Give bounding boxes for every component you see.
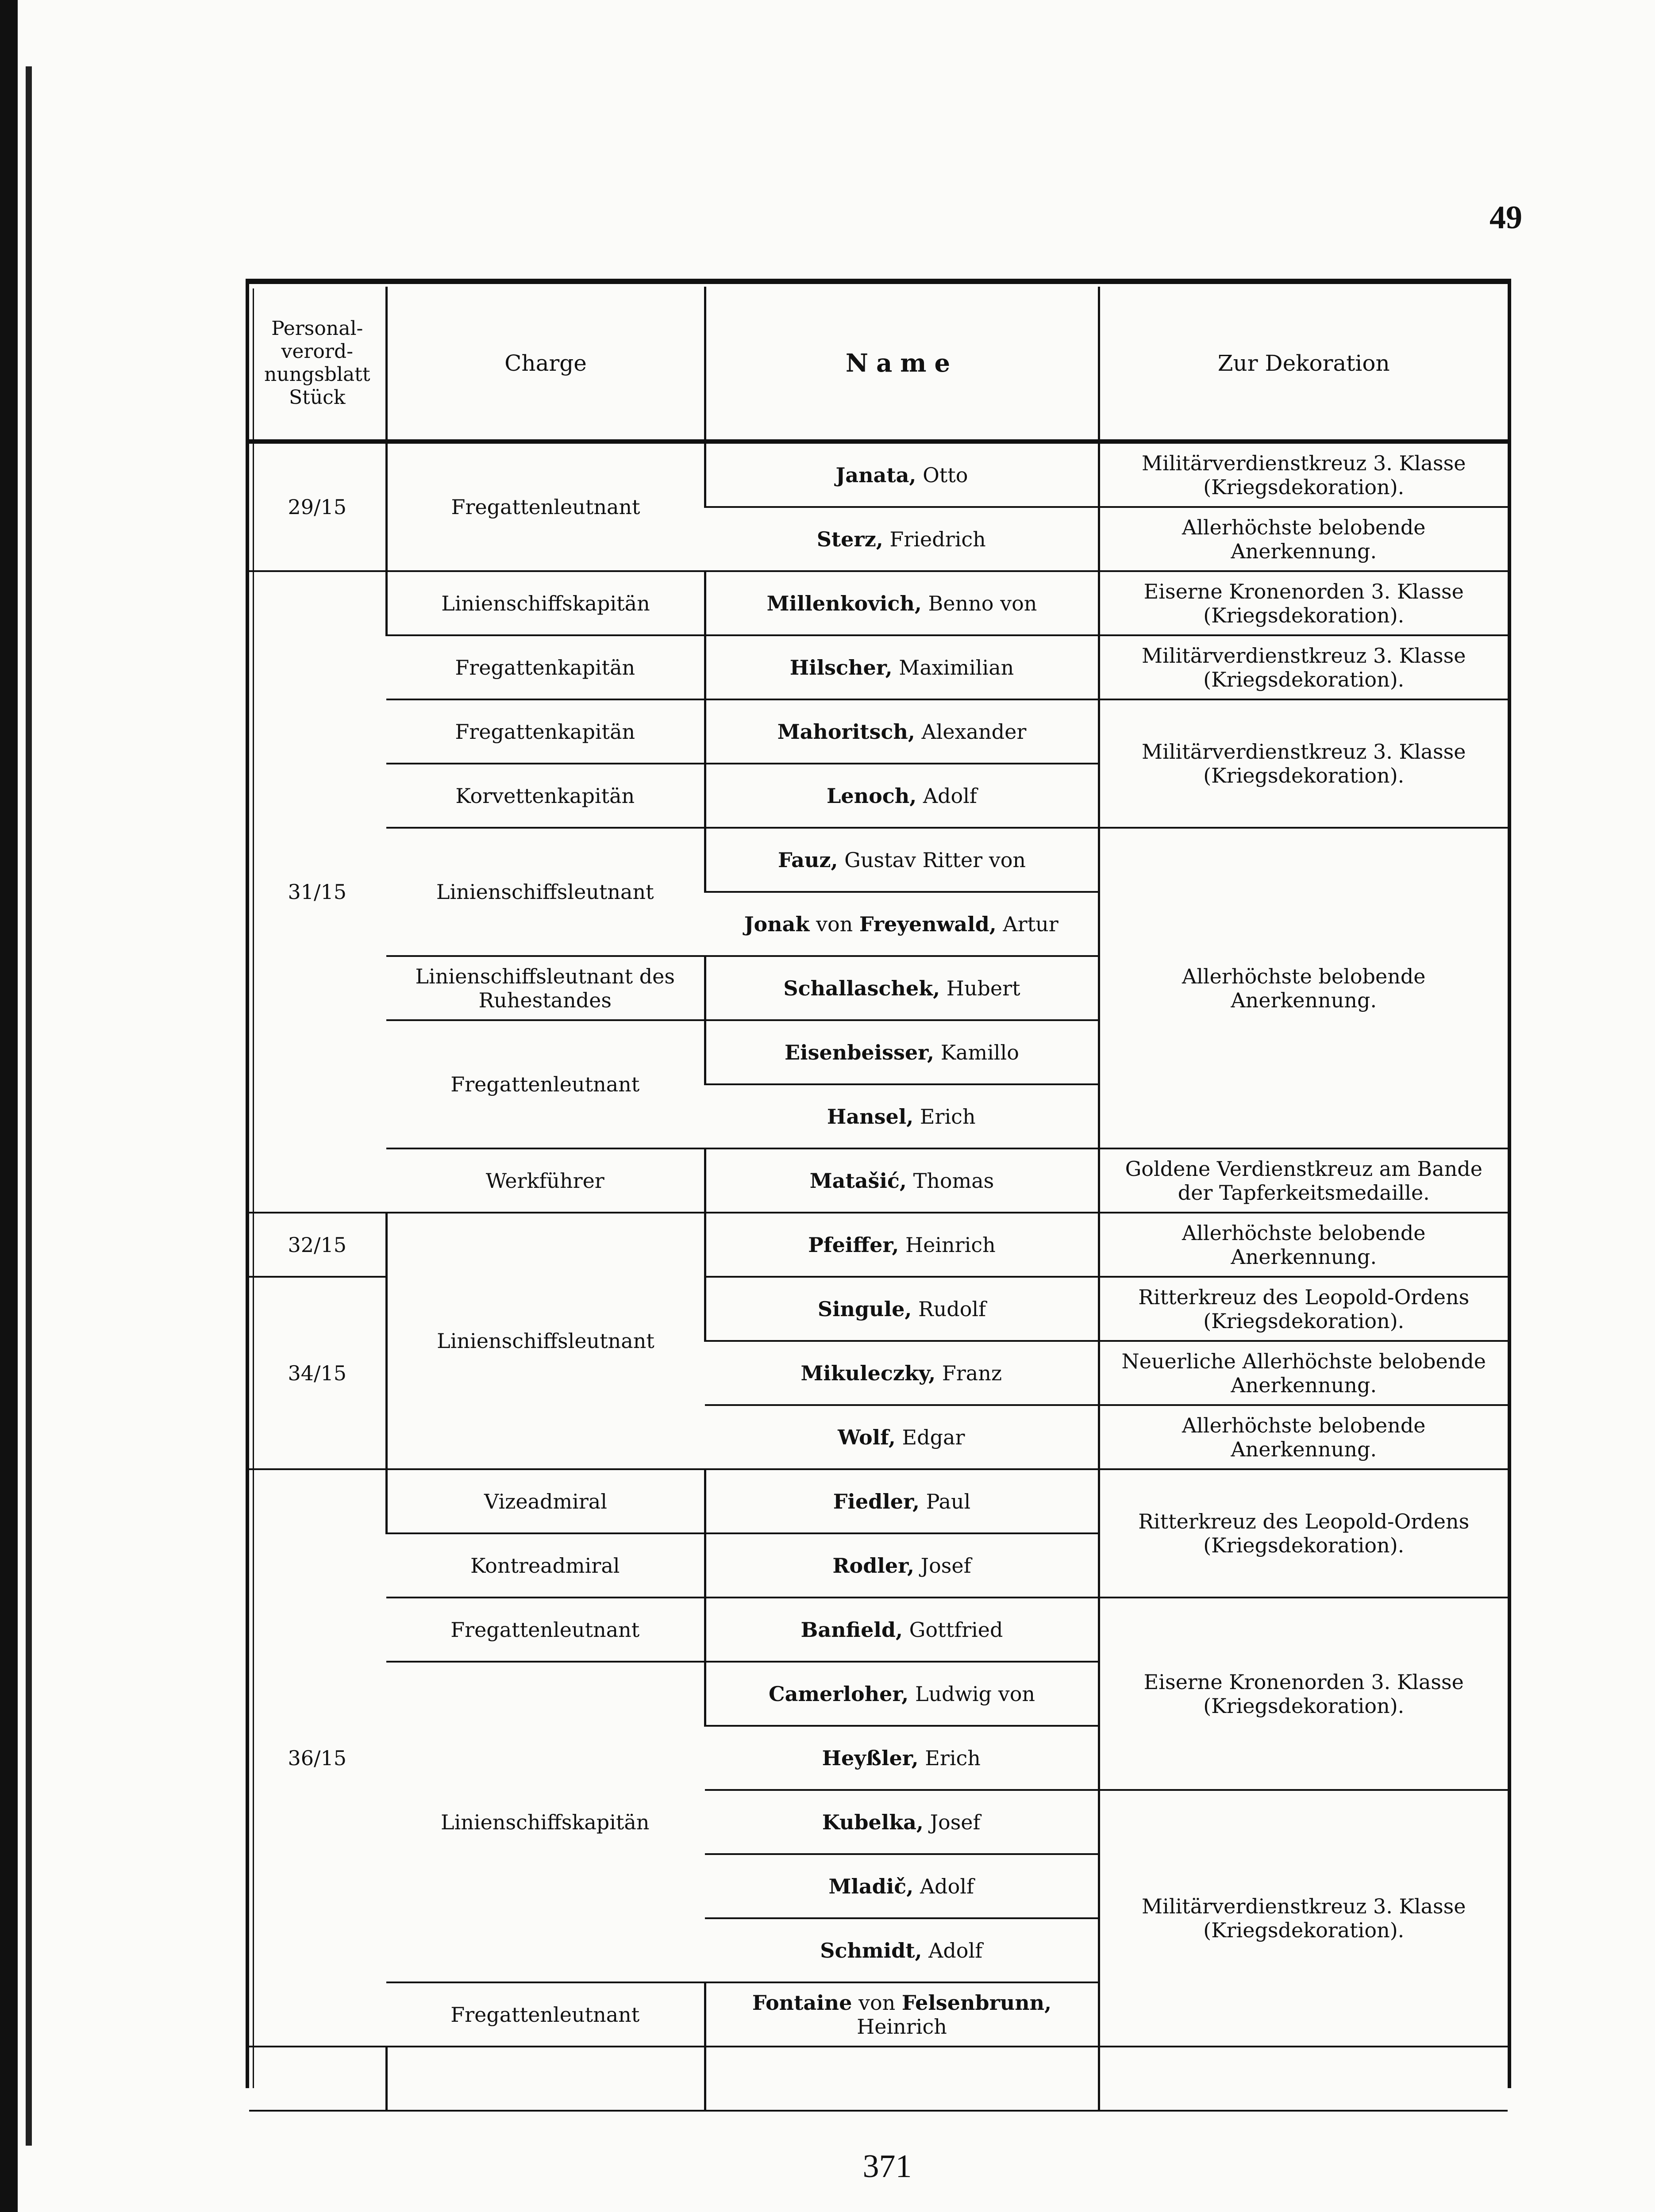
surname: Hilscher, xyxy=(789,655,893,680)
name-cell xyxy=(705,1341,1099,1405)
stueck-cell: 32/15 xyxy=(249,1213,386,1277)
name-cell xyxy=(705,892,1099,956)
given-name: Paul xyxy=(926,1489,971,1513)
stueck-cell: 29/15 xyxy=(249,442,386,571)
name-cell xyxy=(705,699,1099,764)
surname: Matašić, xyxy=(809,1168,907,1193)
surname: Schallaschek, xyxy=(783,976,940,1000)
charge-cell: Linienschiffskapitän xyxy=(386,571,705,635)
surname: Mladič, xyxy=(828,1874,914,1898)
charge-cell: Werkführer xyxy=(386,1148,705,1213)
given-name: Franz xyxy=(942,1361,1002,1385)
ledger-table xyxy=(249,287,1508,2112)
charge-cell: Linienschiffskapitän xyxy=(386,1662,705,1982)
decoration-cell: Militärverdienstkreuz 3. Klasse (Kriegsdekoration). xyxy=(1099,1790,1508,2047)
charge-cell: Fregattenleutnant xyxy=(386,442,705,571)
given-name: Gottfried xyxy=(909,1617,1003,1642)
decoration-cell: Militärverdienstkreuz 3. Klasse (Kriegsdekoration). xyxy=(1099,442,1508,507)
name-cell xyxy=(705,442,1099,507)
name-cell xyxy=(705,1469,1099,1533)
surname: Camerloher, xyxy=(768,1682,909,1706)
stueck-cell: 34/15 xyxy=(249,1277,386,1469)
ledger-table-frame xyxy=(246,279,1511,2088)
surname: Eisenbeisser, xyxy=(785,1040,935,1064)
charge-cell: Fregattenkapitän xyxy=(386,699,705,764)
given-name: Artur xyxy=(1003,912,1058,936)
table-row xyxy=(249,1213,1508,1277)
surname: Hansel, xyxy=(827,1104,914,1129)
given-name: Erich xyxy=(925,1746,981,1770)
given-name: Ludwig von xyxy=(915,1682,1035,1706)
decoration-cell: Eiserne Kronenorden 3. Klasse (Kriegsdekoration). xyxy=(1099,571,1508,635)
header-charge: Charge xyxy=(386,287,705,442)
decoration-cell: Ritterkreuz des Leopold-Ordens (Kriegsdekoration). xyxy=(1099,1277,1508,1341)
charge-cell: Linienschiffsleutnant des Ruhestandes xyxy=(386,956,705,1020)
stueck-cell: 36/15 xyxy=(249,1469,386,2047)
decoration-cell: Ritterkreuz des Leopold-Ordens (Kriegsdekoration). xyxy=(1099,1469,1508,1598)
given-name: Edgar xyxy=(902,1425,965,1449)
surname: Schmidt, xyxy=(820,1938,922,1962)
charge-cell: Fregattenkapitän xyxy=(386,635,705,699)
charge-cell: Kontreadmiral xyxy=(386,1533,705,1598)
decoration-cell: Neuerliche Allerhöchste belobende Anerkennung. xyxy=(1099,1341,1508,1405)
name-cell xyxy=(705,1918,1099,1982)
table-row xyxy=(249,699,1508,764)
given-name: Thomas xyxy=(913,1168,994,1193)
surname: Fauz, xyxy=(777,848,838,872)
surname: Sterz, xyxy=(816,527,883,551)
surname: Singule, xyxy=(817,1297,912,1321)
given-name: Adolf xyxy=(923,783,977,808)
given-name: Adolf xyxy=(920,1874,974,1898)
name-cell xyxy=(705,764,1099,828)
given-name: Heinrich xyxy=(905,1233,996,1257)
decoration-cell: Allerhöchste belobende Anerkennung. xyxy=(1099,1213,1508,1277)
name-cell xyxy=(705,1084,1099,1148)
given-name: Rudolf xyxy=(918,1297,986,1321)
surname: Fontaine xyxy=(752,1990,852,2015)
name-cell xyxy=(705,1982,1099,2047)
stueck-cell: 31/15 xyxy=(249,571,386,1213)
given-name: Gustav Ritter von xyxy=(844,848,1026,872)
given-name: Benno von xyxy=(928,591,1037,615)
surname: Wolf, xyxy=(838,1425,896,1449)
name-particle: von xyxy=(858,1990,896,2015)
surname: Lenoch, xyxy=(827,783,917,808)
given-name: Heinrich xyxy=(857,2014,947,2039)
name-cell xyxy=(705,956,1099,1020)
name-cell xyxy=(705,1405,1099,1469)
charge-cell: Linienschiffsleutnant xyxy=(386,828,705,956)
table-row xyxy=(249,442,1508,507)
given-name: Adolf xyxy=(928,1938,983,1962)
name-cell xyxy=(705,507,1099,571)
decoration-cell: Goldene Verdienstkreuz am Bande der Tapferkeitsmedaille. xyxy=(1099,1148,1508,1213)
charge-cell: Fregattenleutnant xyxy=(386,1020,705,1148)
name-cell xyxy=(705,1854,1099,1918)
name-cell xyxy=(705,828,1099,892)
name-cell xyxy=(705,1790,1099,1854)
charge-cell: Vizeadmiral xyxy=(386,1469,705,1533)
table-continuation xyxy=(249,2047,1508,2111)
given-name: Erich xyxy=(920,1104,976,1129)
header-name: Name xyxy=(705,287,1099,442)
given-name: Alexander xyxy=(921,719,1027,744)
surname: Pfeiffer, xyxy=(808,1233,899,1257)
charge-cell: Fregattenleutnant xyxy=(386,1598,705,1662)
decoration-cell: Eiserne Kronenorden 3. Klasse (Kriegsdekoration). xyxy=(1099,1598,1508,1790)
surname: Heyßler, xyxy=(822,1746,919,1770)
decoration-cell: Allerhöchste belobende Anerkennung. xyxy=(1099,1405,1508,1469)
name-cell xyxy=(705,1726,1099,1790)
table-row xyxy=(249,635,1508,699)
surname: Freyenwald, xyxy=(859,912,997,936)
name-cell xyxy=(705,1598,1099,1662)
given-name: Kamillo xyxy=(940,1040,1019,1064)
name-cell xyxy=(705,1662,1099,1726)
given-name: Otto xyxy=(923,463,968,487)
charge-cell: Fregattenleutnant xyxy=(386,1982,705,2047)
surname: Mikuleczky, xyxy=(801,1361,936,1385)
surname: Millenkovich, xyxy=(766,591,922,615)
surname: Janata, xyxy=(835,463,916,487)
surname: Mahoritsch, xyxy=(777,719,915,744)
name-cell xyxy=(705,635,1099,699)
name-cell xyxy=(705,1148,1099,1213)
page-number: 49 xyxy=(1490,200,1522,236)
name-cell xyxy=(705,1020,1099,1084)
given-name: Hubert xyxy=(946,976,1020,1000)
decoration-cell: Allerhöchste belobende Anerkennung. xyxy=(1099,828,1508,1148)
name-cell xyxy=(705,571,1099,635)
footer-page-number: 371 xyxy=(862,2148,912,2185)
table-row xyxy=(249,1598,1508,1662)
decoration-cell: Militärverdienstkreuz 3. Klasse (Kriegsdekoration). xyxy=(1099,699,1508,828)
surname: Kubelka, xyxy=(822,1810,924,1834)
name-cell xyxy=(705,1213,1099,1277)
header-row xyxy=(249,287,1508,442)
given-name: Friedrich xyxy=(889,527,986,551)
surname: Rodler, xyxy=(832,1553,915,1578)
surname: Jonak xyxy=(744,912,810,936)
surname: Fiedler, xyxy=(833,1489,920,1513)
scan-margin xyxy=(0,0,18,2212)
surname: Banfield, xyxy=(801,1617,903,1642)
decoration-cell: Allerhöchste belobende Anerkennung. xyxy=(1099,507,1508,571)
table-row xyxy=(249,571,1508,635)
header-stueck: Personal-verord-nungsblatt Stück xyxy=(249,287,386,442)
charge-cell: Korvettenkapitän xyxy=(386,764,705,828)
decoration-cell: Militärverdienstkreuz 3. Klasse (Kriegsdekoration). xyxy=(1099,635,1508,699)
table-row xyxy=(249,1469,1508,1533)
charge-cell: Linienschiffsleutnant xyxy=(386,1213,705,1469)
page-edge-shadow xyxy=(26,66,32,2146)
name-particle: von xyxy=(816,912,853,936)
given-name: Josef xyxy=(920,1553,971,1578)
table-row xyxy=(249,828,1508,892)
given-name: Maximilian xyxy=(899,655,1014,680)
surname: Felsenbrunn, xyxy=(901,1990,1052,2015)
header-dekoration: Zur Dekoration xyxy=(1099,287,1508,442)
given-name: Josef xyxy=(930,1810,981,1834)
table-row xyxy=(249,1148,1508,1213)
name-cell xyxy=(705,1277,1099,1341)
name-cell xyxy=(705,1533,1099,1598)
